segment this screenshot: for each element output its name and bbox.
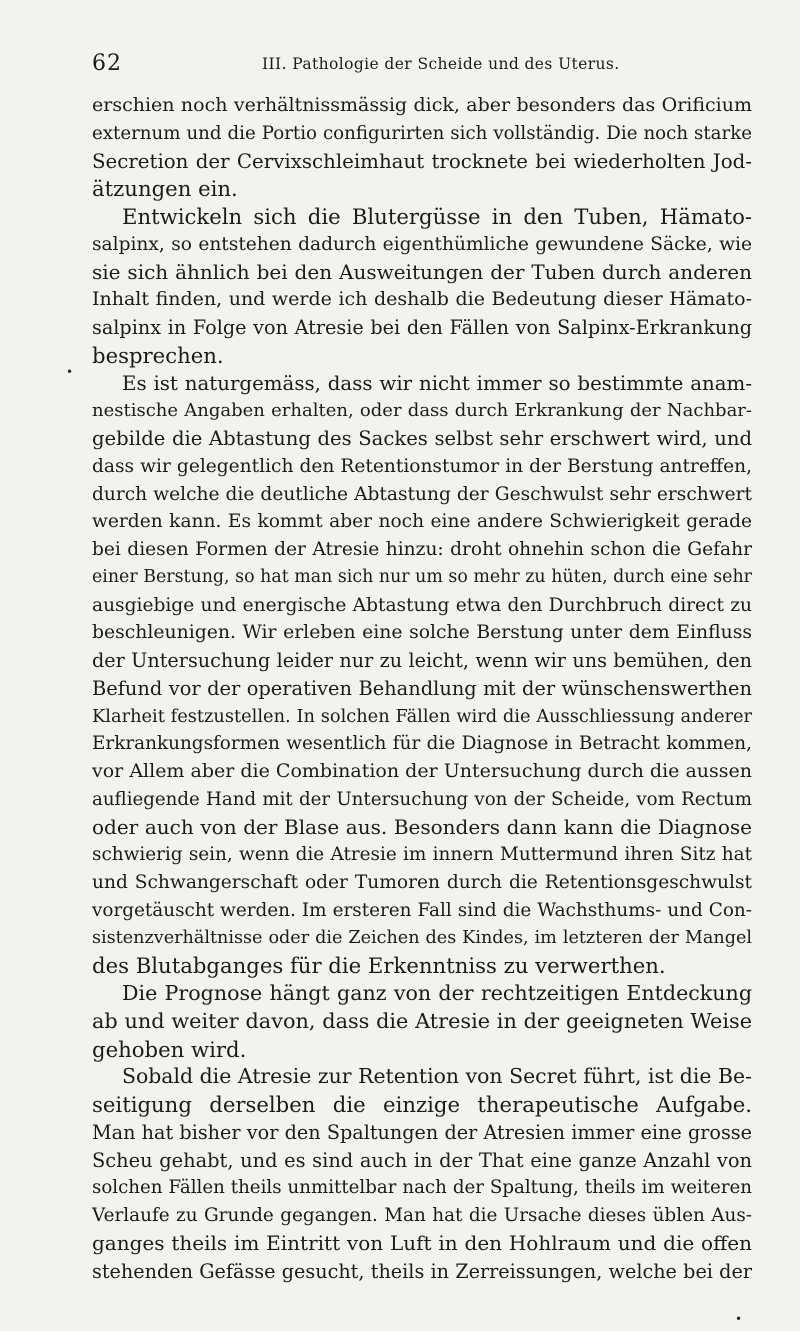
text-line: Sobald die Atresie zur Retention von Secret führt, ist die Be-	[122, 1064, 752, 1089]
text-line: besprechen.	[92, 342, 224, 368]
text-line: Klarheit festzustellen. In solchen Fällen wird die Ausschliessung anderer	[92, 705, 752, 727]
text-line: dass wir gelegentlich den Retentionstumor in der Berstung antreffen,	[92, 455, 752, 477]
text-line: nestische Angaben erhalten, oder dass durch Erkrankung der Nachbar-	[92, 400, 752, 422]
text-line: ausgiebige und energische Abtastung etwa den Durchbruch direct zu	[92, 594, 752, 616]
text-line: Scheu gehabt, und es sind auch in der That eine ganze Anzahl von	[92, 1148, 752, 1172]
text-line: Entwickeln sich die Blutergüsse in den Tuben, Hämato-	[122, 204, 752, 229]
running-title: III. Pathologie der Scheide und des Uterus.	[262, 55, 620, 73]
text-line: schwierig sein, wenn die Atresie im innern Muttermund ihren Sitz hat	[92, 844, 752, 866]
text-line: Man hat bisher vor den Spaltungen der Atresien immer eine grosse	[92, 1120, 752, 1144]
text-line: ganges theils im Eintritt von Luft in den Hohlraum und die offen	[92, 1230, 752, 1255]
text-line: stehenden Gefässe gesucht, theils in Zerreissungen, welche bei der	[92, 1259, 752, 1283]
text-line: gebilde die Abtastung des Sackes selbst sehr erschwert wird, und	[92, 427, 752, 450]
text-line: gehoben wird.	[92, 1036, 247, 1062]
page-header	[92, 51, 752, 81]
text-line: vorgetäuscht werden. Im ersteren Fall sind die Wachsthums- und Con-	[92, 899, 752, 921]
text-line: des Blutabganges für die Erkenntniss zu verwerthen.	[92, 953, 666, 979]
text-line: vor Allem aber die Combination der Untersuchung durch die aussen	[92, 760, 752, 782]
margin-bullet-mark: •	[66, 365, 74, 379]
text-line: Es ist naturgemäss, dass wir nicht immer so bestimmte anam-	[122, 371, 752, 395]
text-line: sistenzverhältnisse oder die Zeichen des Kindes, im letzteren der Mangel	[92, 927, 752, 948]
text-line: werden kann. Es kommt aber noch eine andere Schwierigkeit gerade	[92, 511, 752, 533]
text-line: salpinx in Folge von Atresie bei den Fällen von Salpinx-Erkrankung	[92, 316, 752, 339]
text-line: seitigung derselben die einzige therapeutische Aufgabe.	[92, 1092, 752, 1117]
body-text	[92, 92, 752, 1285]
text-line: ab und weiter davon, dass die Atresie in der geeigneten Weise	[92, 1008, 752, 1033]
text-line: Die Prognose hängt ganz von der rechtzeitigen Entdeckung	[122, 981, 752, 1005]
margin-bullet-mark-bottom: •	[735, 1312, 743, 1326]
text-line: salpinx, so entstehen dadurch eigenthümliche gewundene Säcke, wie	[92, 233, 752, 255]
text-line: Secretion der Cervixschleimhaut trocknete bei wiederholten Jod-	[92, 149, 752, 173]
text-line: Inhalt finden, und werde ich deshalb die Bedeutung dieser Hämato-	[92, 288, 752, 311]
text-line: Erkrankungsformen wesentlich für die Diagnose in Betracht kommen,	[92, 733, 752, 755]
page-number: 62	[92, 51, 122, 76]
text-line: bei diesen Formen der Atresie hinzu: droht ohnehin schon die Gefahr	[92, 539, 752, 560]
text-line: sie sich ähnlich bei den Ausweitungen der Tuben durch anderen	[92, 259, 752, 284]
text-line: Verlaufe zu Grunde gegangen. Man hat die Ursache dieses üblen Aus-	[92, 1205, 752, 1226]
text-line: Befund vor der operativen Behandlung mit der wünschenswerthen	[92, 676, 752, 700]
text-line: der Untersuchung leider nur zu leicht, wenn wir uns bemühen, den	[92, 649, 752, 672]
text-line: beschleunigen. Wir erleben eine solche Berstung unter dem Einfluss	[92, 622, 752, 644]
text-line: erschien noch verhältnissmässig dick, aber besonders das Orificium	[92, 94, 752, 116]
text-line: oder auch von der Blase aus. Besonders dann kann die Diagnose	[92, 814, 752, 839]
text-line: solchen Fällen theils unmittelbar nach der Spaltung, theils im weiteren	[92, 1177, 752, 1199]
text-line: externum und die Portio configurirten sich vollständig. Die noch starke	[92, 122, 752, 144]
text-line: ätzungen ein.	[92, 176, 238, 202]
text-line: aufliegende Hand mit der Untersuchung von der Scheide, vom Rectum	[92, 788, 752, 810]
text-line: und Schwangerschaft oder Tumoren durch die Retentionsgeschwulst	[92, 872, 752, 893]
text-line: einer Berstung, so hat man sich nur um so mehr zu hüten, durch eine sehr	[92, 566, 752, 587]
text-line: durch welche die deutliche Abtastung der Geschwulst sehr erschwert	[92, 483, 752, 505]
